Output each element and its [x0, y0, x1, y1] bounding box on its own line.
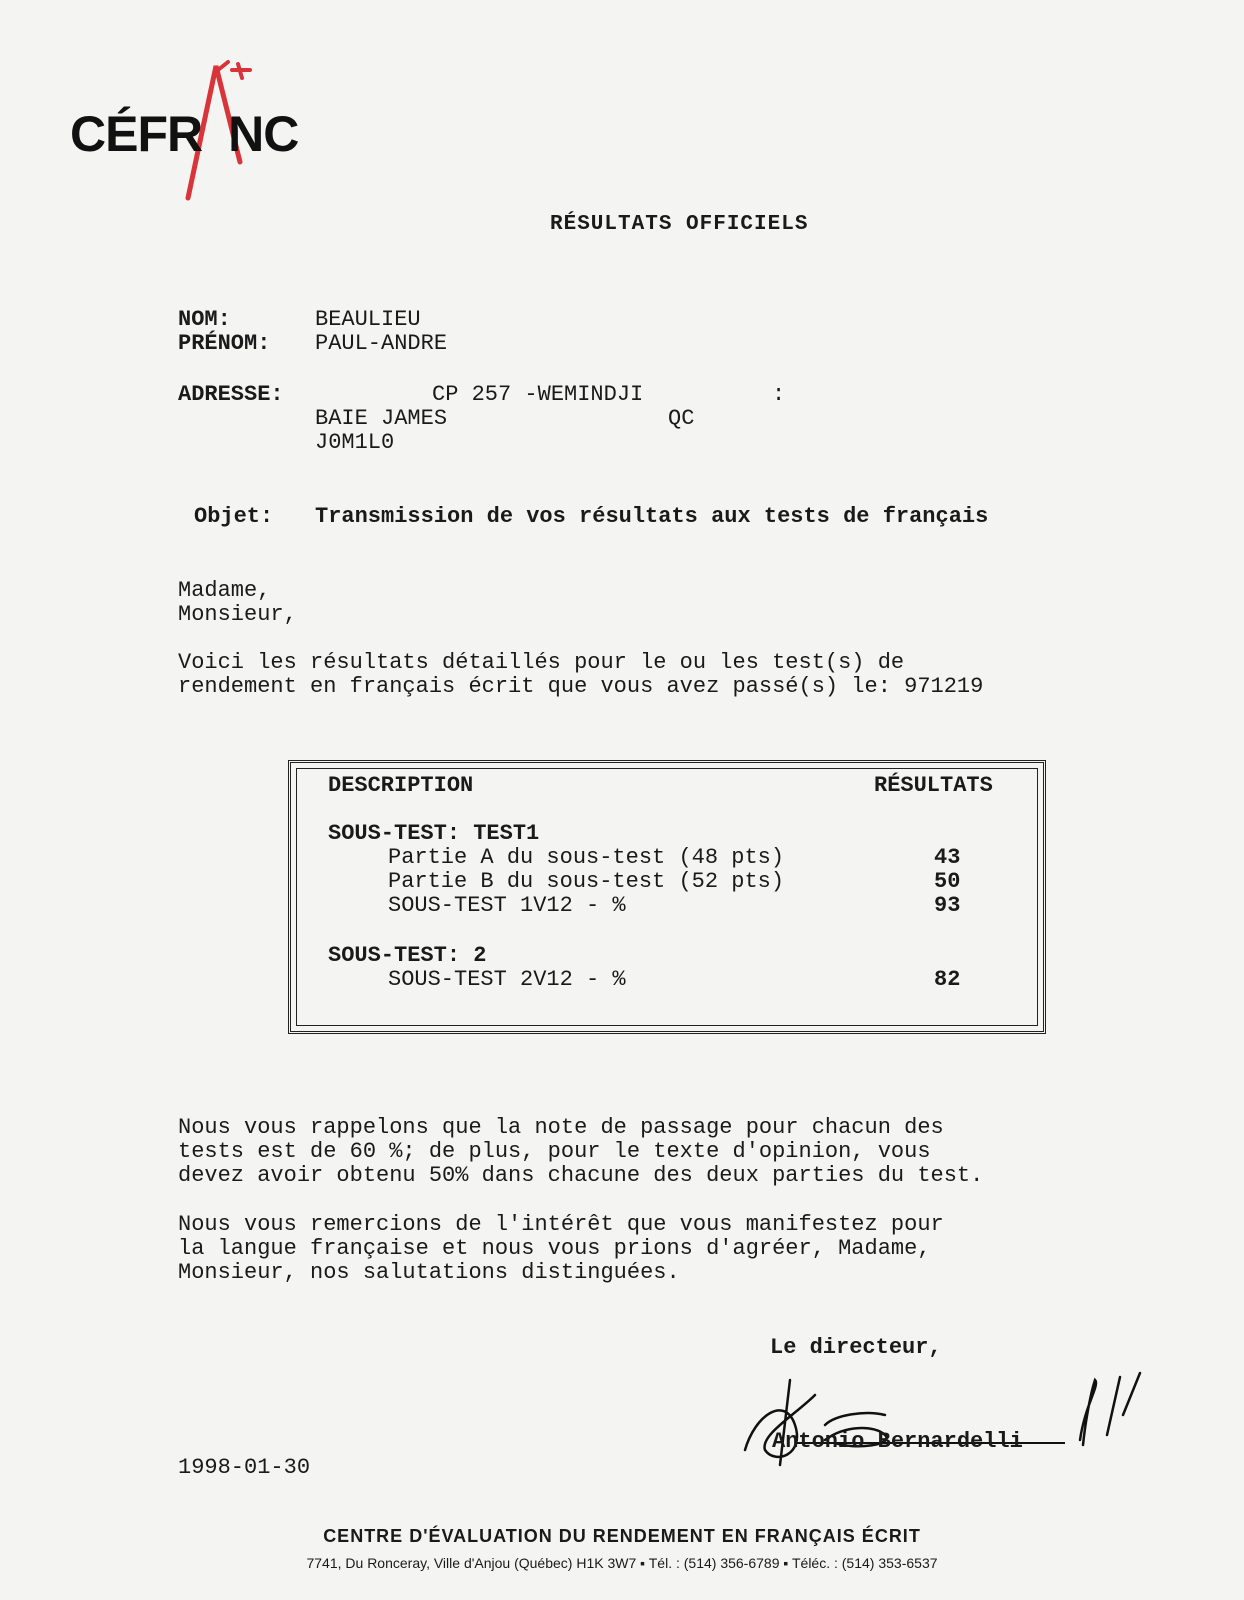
nom-label: NOM: — [178, 307, 231, 332]
subtest-title: SOUS-TEST: 2 — [328, 943, 487, 968]
nom-value: BEAULIEU — [315, 307, 421, 332]
subtest-row-label: SOUS-TEST 2V12 - % — [388, 967, 626, 992]
footer-address: 7741, Du Ronceray, Ville d'Anjou (Québec) H1K 3W7 ▪ Tél. : (514) 356-6789 ▪ Téléc. : (514) 353-6537 — [306, 1555, 938, 1571]
address-city: BAIE JAMES — [315, 406, 448, 431]
letter-date: 1998-01-30 — [178, 1455, 311, 1480]
signature-name: Antonio Bernardelli — [772, 1429, 1023, 1454]
prenom-value: PAUL-ANDRE — [315, 331, 448, 356]
logo-wordmark: CÉFR NC — [70, 106, 299, 162]
prenom-label: PRÉNOM: — [178, 331, 271, 356]
page-title: RÉSULTATS OFFICIELS — [550, 213, 809, 236]
object-text: Transmission de vos résultats aux tests de français — [315, 504, 989, 529]
greeting-line-1: Madame, — [178, 578, 271, 603]
intro-line-2: rendement en français écrit que vous avez passé(s) le: 971219 — [178, 674, 984, 699]
subtest-row-label: Partie B du sous-test (52 pts) — [388, 869, 785, 894]
reminder-line-2: tests est de 60 %; de plus, pour le texte d'opinion, vous — [178, 1139, 931, 1164]
subtest-row-value: 93 — [934, 893, 961, 918]
subtest-row-label: Partie A du sous-test (48 pts) — [388, 845, 785, 870]
subtest-row-value: 43 — [934, 845, 961, 870]
reminder-line-1: Nous vous rappelons que la note de passage pour chacun des — [178, 1115, 944, 1140]
intro-line-1: Voici les résultats détaillés pour le ou les test(s) de — [178, 650, 905, 675]
cefranc-logo — [70, 50, 330, 210]
object-label: Objet: — [194, 504, 274, 529]
greeting-line-2: Monsieur, — [178, 602, 297, 627]
subtest-title: SOUS-TEST: TEST1 — [328, 821, 540, 846]
results-header-results: RÉSULTATS — [874, 773, 993, 798]
subtest-row-value: 50 — [934, 869, 961, 894]
closing-line-3: Monsieur, nos salutations distinguées. — [178, 1260, 680, 1285]
address-postal: J0M1L0 — [315, 430, 395, 455]
closing-line-1: Nous vous remercions de l'intérêt que vous manifestez pour — [178, 1212, 944, 1237]
subtest-row-value: 82 — [934, 967, 961, 992]
address-province: QC — [668, 406, 695, 431]
subtest-row-label: SOUS-TEST 1V12 - % — [388, 893, 626, 918]
closing-line-2: la langue française et nous vous prions d'agréer, Madame, — [178, 1236, 931, 1261]
reminder-line-3: devez avoir obtenu 50% dans chacune des deux parties du test. — [178, 1163, 984, 1188]
address-colon: : — [772, 382, 786, 407]
signature-role: Le directeur, — [770, 1335, 942, 1360]
handwritten-signature — [735, 1355, 1165, 1475]
results-header-description: DESCRIPTION — [328, 773, 474, 798]
address-line1: CP 257 -WEMINDJI — [432, 382, 644, 407]
adresse-label: ADRESSE: — [178, 382, 284, 407]
footer-organization: CENTRE D'ÉVALUATION DU RENDEMENT EN FRANÇAIS ÉCRIT — [323, 1526, 921, 1546]
